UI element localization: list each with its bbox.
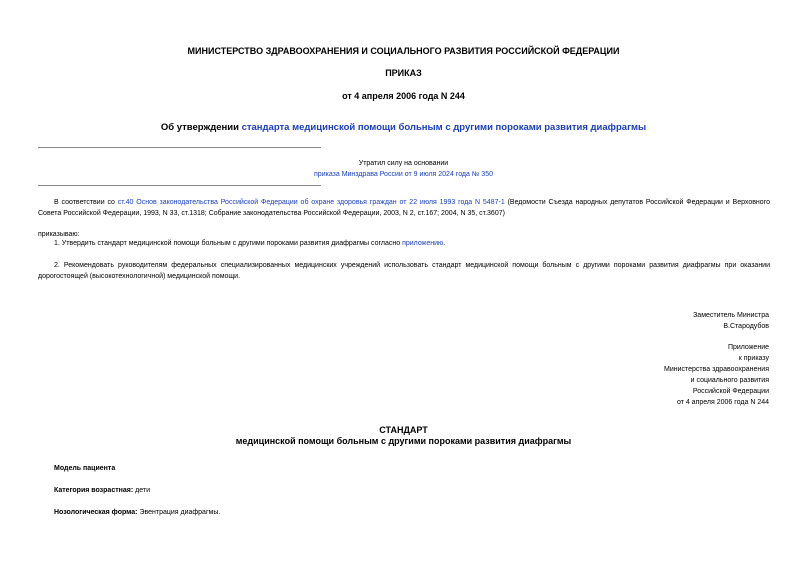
doc-type-heading: ПРИКАЗ: [385, 68, 422, 78]
signature-position: Заместитель Министра: [693, 312, 769, 319]
nosology-value: Эвентрация диафрагмы.: [139, 509, 221, 516]
doc-title: [0, 122, 807, 133]
appendix-block: [664, 342, 769, 408]
doc-title-prefix: Об утверждении: [160, 122, 239, 133]
void-notice-text: Утратил силу на основании: [358, 160, 449, 167]
appendix-line-5: Российской Федерации: [692, 388, 769, 395]
patient-model-label: Модель пациента: [54, 465, 116, 472]
appendix-line-2: к приказу: [738, 355, 769, 362]
signature-name: В.Стародубов: [723, 323, 769, 330]
age-category-label: Категория возрастная:: [54, 487, 134, 494]
patient-model-field: [54, 465, 115, 472]
divider-top: [38, 147, 321, 148]
doc-date: от 4 апреля 2006 года N 244: [342, 91, 465, 101]
preamble-text-b: (Ведомости Съезда народных депутатов Российской Федерации и Верховного Совета Российской Федерации, 1993, N 33, ст.1318; Собрание законодательства Российской Федерации, 2003, N 2, ст.167; 2004, N 35, ст.3607): [38, 199, 770, 217]
order-word: приказываю:: [38, 231, 80, 238]
preamble-paragraph: [38, 197, 770, 219]
standard-heading: СТАНДАРТ: [379, 425, 428, 435]
signature-block: [693, 310, 769, 332]
ministry-heading: МИНИСТЕРСТВО ЗДРАВООХРАНЕНИЯ И СОЦИАЛЬНОГО РАЗВИТИЯ РОССИЙСКОЙ ФЕДЕРАЦИИ: [187, 46, 620, 56]
nosology-field: [54, 509, 220, 516]
order-item-1-text: 1. Утвердить стандарт медицинской помощи больным с другими пороками развития диафрагмы согласно: [54, 240, 401, 247]
void-notice-link[interactable]: приказа Минздрава России от 9 июля 2024 года № 350: [314, 171, 493, 178]
standard-subheading: медицинской помощи больным с другими пороками развития диафрагмы: [235, 436, 572, 446]
doc-title-link[interactable]: стандарта медицинской помощи больным с другими пороками развития диафрагмы: [241, 122, 647, 133]
nosology-label: Нозологическая форма:: [54, 509, 138, 516]
divider-bottom: [38, 185, 321, 186]
appendix-line-4: и социального развития: [690, 377, 769, 384]
law-reference-link[interactable]: ст.40 Основ законодательства Российской Федерации об охране здоровья граждан от 22 июля 1993 года N 5487-1: [117, 199, 505, 206]
appendix-line-1: Приложение: [727, 344, 769, 351]
age-category-value: дети: [135, 487, 151, 494]
order-item-2: 2. Рекомендовать руководителям федеральных специализированных медицинских учреждений использовать стандарт медицинской помощи больным с другими пороками развития диафрагмы при оказании дорогостоящей (высокотехнологичной) медицинской помощи.: [38, 262, 770, 280]
appendix-link[interactable]: приложению: [402, 240, 444, 247]
void-notice-line: [0, 169, 807, 180]
appendix-line-6: от 4 апреля 2006 года N 244: [676, 399, 769, 406]
preamble-text-a: В соответствии со: [54, 199, 115, 206]
age-category-field: [54, 487, 150, 494]
order-item-1: 1. Утвердить стандарт медицинской помощи больным с другими пороками развития диафрагмы согласно приложению.: [54, 240, 446, 247]
appendix-line-3: Министерства здравоохранения: [664, 366, 769, 373]
